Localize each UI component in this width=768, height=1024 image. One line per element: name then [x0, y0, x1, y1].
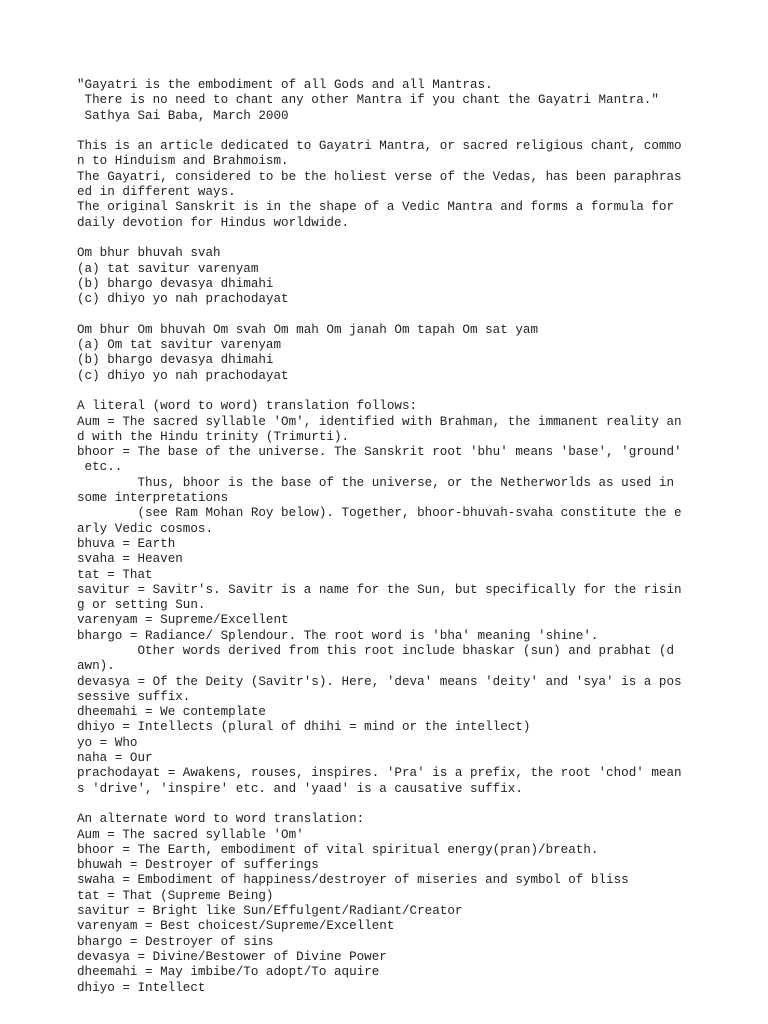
text-line: naha = Our	[77, 751, 153, 766]
text-line: A literal (word to word) translation follows:	[77, 399, 418, 414]
text-line: svaha = Heaven	[77, 552, 183, 567]
text-line: The original Sanskrit is in the shape of a Vedic Mantra and forms a formula for	[77, 200, 675, 215]
text-line: etc..	[77, 460, 123, 475]
text-line: tat = That (Supreme Being)	[77, 888, 274, 903]
text-line: bhuwah = Destroyer of sufferings	[77, 858, 319, 873]
text-line: varenyam = Supreme/Excellent	[77, 613, 289, 628]
text-line: varenyam = Best choicest/Supreme/Excellent	[77, 919, 395, 934]
text-line: tat = That	[77, 567, 153, 582]
text-line: arly Vedic cosmos.	[77, 521, 214, 536]
text-line: (a) tat savitur varenyam	[77, 261, 259, 276]
text-line: awn).	[77, 659, 115, 674]
text-line	[77, 307, 697, 322]
text-line	[77, 384, 697, 399]
text-line: savitur = Savitr's. Savitr is a name for the Sun, but specifically for the risin	[77, 582, 682, 597]
document-page	[77, 78, 697, 996]
text-line: ed in different ways.	[77, 185, 236, 200]
text-line: sessive suffix.	[77, 689, 191, 704]
text-line: some interpretations	[77, 491, 229, 506]
text-line: bhargo = Radiance/ Splendour. The root word is 'bha' meaning 'shine'.	[77, 628, 599, 643]
text-line	[77, 797, 697, 812]
text-line: bhoor = The base of the universe. The Sanskrit root 'bhu' means 'base', 'ground'	[77, 445, 682, 460]
text-line: Sathya Sai Baba, March 2000	[77, 108, 289, 123]
text-line: s 'drive', 'inspire' etc. and 'yaad' is a causative suffix.	[77, 781, 523, 796]
text-line: dheemahi = May imbibe/To adopt/To aquire	[77, 965, 380, 980]
text-line: (a) Om tat savitur varenyam	[77, 338, 282, 353]
text-line: swaha = Embodiment of happiness/destroyer of miseries and symbol of bliss	[77, 873, 629, 888]
text-line: prachodayat = Awakens, rouses, inspires. 'Pra' is a prefix, the root 'chod' mean	[77, 766, 682, 781]
text-line: Aum = The sacred syllable 'Om', identified with Brahman, the immanent reality an	[77, 414, 682, 429]
text-line: (b) bhargo devasya dhimahi	[77, 353, 274, 368]
text-line: bhuva = Earth	[77, 536, 176, 551]
text-line: (b) bhargo devasya dhimahi	[77, 276, 274, 291]
text-line: (see Ram Mohan Roy below). Together, bhoor-bhuvah-svaha constitute the e	[77, 506, 682, 521]
text-line: bhoor = The Earth, embodiment of vital spiritual energy(pran)/breath.	[77, 842, 599, 857]
text-line: dhiyo = Intellect	[77, 980, 206, 995]
text-line: Om bhur Om bhuvah Om svah Om mah Om janah Om tapah Om sat yam	[77, 322, 539, 337]
text-line: savitur = Bright like Sun/Effulgent/Radiant/Creator	[77, 904, 463, 919]
text-line: devasya = Divine/Bestower of Divine Power	[77, 949, 387, 964]
text-line: n to Hinduism and Brahmoism.	[77, 154, 289, 169]
text-line: (c) dhiyo yo nah prachodayat	[77, 292, 289, 307]
text-line: yo = Who	[77, 735, 138, 750]
text-line: g or setting Sun.	[77, 598, 206, 613]
text-line: daily devotion for Hindus worldwide.	[77, 215, 350, 230]
text-line: dheemahi = We contemplate	[77, 705, 266, 720]
text-line: d with the Hindu trinity (Trimurti).	[77, 429, 350, 444]
text-line: There is no need to chant any other Mantra if you chant the Gayatri Mantra."	[77, 93, 659, 108]
text-line: An alternate word to word translation:	[77, 812, 365, 827]
text-line: dhiyo = Intellects (plural of dhihi = mind or the intellect)	[77, 720, 531, 735]
text-line: Om bhur bhuvah svah	[77, 246, 221, 261]
text-line: "Gayatri is the embodiment of all Gods and all Mantras.	[77, 78, 493, 92]
text-line: Thus, bhoor is the base of the universe, or the Netherworlds as used in	[77, 475, 675, 490]
text-line: (c) dhiyo yo nah prachodayat	[77, 368, 289, 383]
text-line: bhargo = Destroyer of sins	[77, 934, 274, 949]
text-line: devasya = Of the Deity (Savitr's). Here, 'deva' means 'deity' and 'sya' is a pos	[77, 674, 682, 689]
text-line: The Gayatri, considered to be the holiest verse of the Vedas, has been paraphras	[77, 169, 682, 184]
text-line: Other words derived from this root include bhaskar (sun) and prabhat (d	[77, 643, 675, 658]
text-line: Aum = The sacred syllable 'Om'	[77, 827, 304, 842]
text-line	[77, 231, 697, 246]
text-line: This is an article dedicated to Gayatri Mantra, or sacred religious chant, commo	[77, 139, 682, 154]
text-line	[77, 124, 697, 139]
